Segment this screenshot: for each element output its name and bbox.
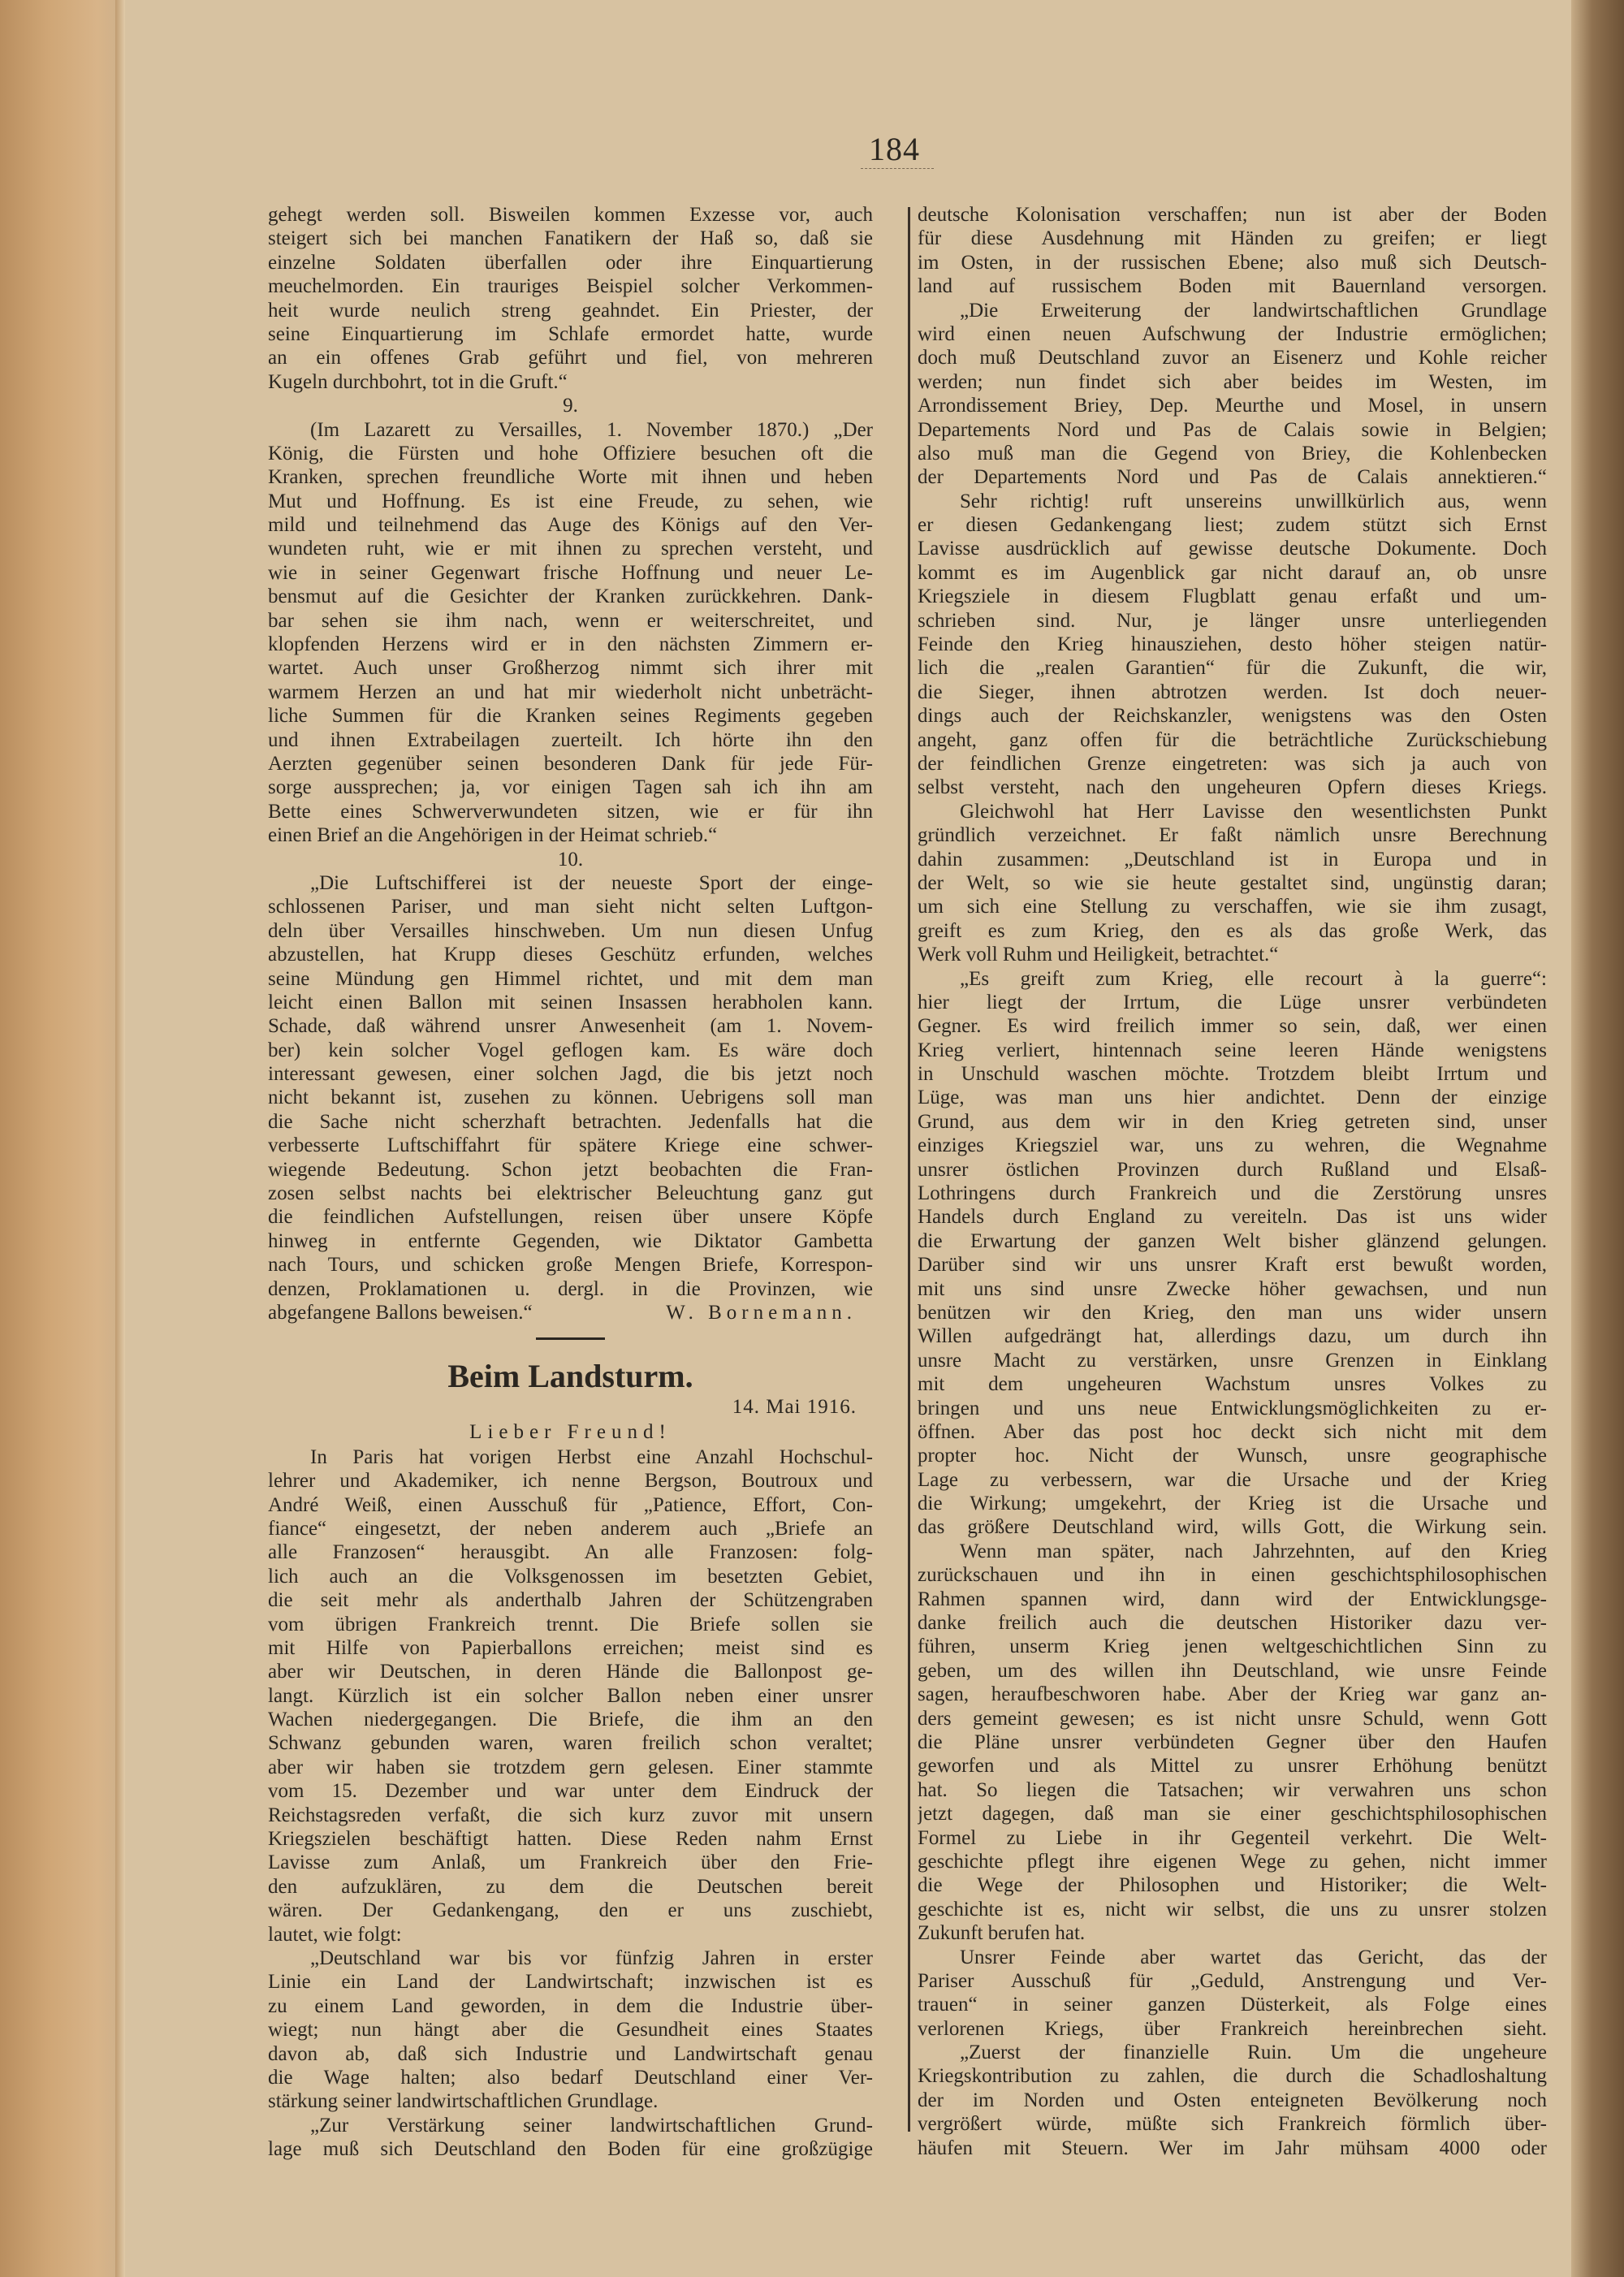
paragraph [268,1445,873,1946]
text-line: „Es greift zum Krieg, elle recourt à la guerre“: [960,967,1547,990]
text-line: hat. So liegen die Tatsachen; wir verwahren uns schon [918,1778,1547,1801]
article-date: 14. Mai 1916. [732,1396,857,1419]
text-line: mit Hilfe von Papierballons erreichen; meist sind es [268,1636,873,1659]
text-line: lage muß sich Deutschland den Boden für eine großzügige [268,2138,873,2161]
text-line: abgefangene Ballons beweisen.“ [268,1302,533,1324]
text-line: der Departements Nord und Pas de Calais annektieren.“ [918,466,1547,489]
text-line: hinweg in entfernte Gegenden, wie Diktator Gambetta [268,1229,873,1252]
text-line: die seit mehr als anderthalb Jahren der Schützengraben [268,1589,873,1612]
right-column [918,203,1547,2160]
text-line: liche Summen für die Kranken seines Regiments gegeben [268,705,873,728]
text-line: Kriegszielen beschäftigt hatten. Diese Reden nahm Ernst [268,1828,873,1851]
text-line: wären. Der Gedankengang, den er uns zuschiebt, [268,1899,873,1922]
text-line: „Deutschland war bis vor fünfzig Jahren in erster [310,1947,873,1969]
text-line: „Zur Verstärkung seiner landwirtschaftlichen Grund- [310,2114,873,2137]
text-line: (Im Lazarett zu Versailles, 1. November 1870.) „Der [310,418,873,441]
text-line: sorge aussprechen; ja, vor einigen Tagen sah ich ihn am [268,776,873,799]
column-divider [908,207,910,2132]
text-line: um sich eine Stellung zu verschaffen, wie sie ihm zusagt, [918,896,1547,918]
text-line: Wenn man später, nach Jahrzehnten, auf den Krieg [960,1540,1547,1562]
left-column [268,203,873,2162]
text-line: Wachen niedergegangen. Die Briefe, die ihm an den [268,1709,873,1731]
text-line: propter hoc. Nicht der Wunsch, unsre geographische [918,1445,1547,1467]
text-line: Departements Nord und Pas de Calais sowie in Belgien; [918,418,1547,441]
text-line: Lüge, was man uns hier andichtet. Denn der einzige [918,1087,1547,1109]
text-line: wie in seiner Gegenwart frische Hoffnung und neuer Le- [268,561,873,584]
text-line: die Wirkung; umgekehrt, der Krieg ist die Ursache und [918,1493,1547,1515]
text-line: Linie ein Land der Landwirtschaft; inzwischen ist es [268,1971,873,1994]
text-line: fiance“ eingesetzt, der neben anderem auch „Briefe an [268,1517,873,1540]
text-line: steigert sich bei manchen Fanatikern der Haß so, daß sie [268,227,873,250]
text-line: Handels durch England zu vereiteln. Das ist uns wider [918,1206,1547,1229]
text-line: bar sehen sie ihm nach, wenn er weiterschreitet, und [268,609,873,632]
text-line: aber wir haben sie trotzdem gern gelesen. Einer stammte [268,1756,873,1778]
text-line: in Unschuld waschen möchte. Trotzdem bleibt Irrtum und [918,1063,1547,1086]
page-edge-shadow [1571,0,1624,2277]
text-line: unsrer östlichen Provinzen durch Rußland und Elsaß- [918,1158,1547,1181]
text-line: lehrer und Akademiker, ich nenne Bergson, Boutroux und [268,1470,873,1493]
text-line: mit uns sind unsre Zwecke höher gewachsen, und nun [918,1277,1547,1300]
text-line: abzustellen, hat Krupp dieses Geschütz erfunden, welches [268,944,873,966]
text-line: Kriegskontribution zu zahlen, die durch die Schadloshaltung [918,2065,1547,2088]
text-line: Formel zu Liebe in ihr Gegenteil verkehrt. Die Welt- [918,1826,1547,1849]
paragraph [918,203,1547,299]
text-line: wiegt; nun hängt aber die Gesundheit eines Staates [268,2019,873,2042]
text-line: Krieg verliert, hintennach seine leeren Hände wenigstens [918,1039,1547,1061]
text-line: nach Tours, und schicken große Mengen Briefe, Korrespon- [268,1254,873,1277]
paragraph [918,1946,1547,2042]
text-line: vergrößert würde, müßte sich Frankreich förmlich über- [918,2113,1547,2136]
text-line: „Die Erweiterung der landwirtschaftlichen Grundlage [960,299,1547,322]
text-line: der feindlichen Grenze eingetreten: was sich ja auch von [918,752,1547,775]
paragraph [918,1540,1547,1946]
text-line: Kriegsziele in diesem Flugblatt genau erfaßt und um- [918,585,1547,608]
text-line: danke freilich auch die deutschen Historiker dazu ver- [918,1612,1547,1635]
text-line: schrieben sind. Nur, je länger unsre unterliegenden [918,609,1547,632]
text-line: die Wege der Philosophen und Historiker; die Welt- [918,1874,1547,1897]
text-line: alle Franzosen“ herausgibt. An alle Franzosen: folg- [268,1541,873,1564]
text-line: Kranken, sprechen freundliche Worte mit ihnen und heben [268,466,873,489]
text-line: Lage zu verbessern, war die Ursache und der Krieg [918,1468,1547,1491]
text-line: die Pläne unsrer verbündeten Gegner über den Haufen [918,1731,1547,1753]
text-line: Lavisse ausdrücklich auf gewisse deutsche Dokumente. Doch [918,538,1547,560]
text-line: stärkung seiner landwirtschaftlichen Grundlage. [268,2090,659,2113]
text-line: Lothringens durch Frankreich und die Zerstörung unsres [918,1182,1547,1205]
text-line: führen, unserm Krieg jenen weltgeschichtlichen Sinn zu [918,1635,1547,1658]
text-line: König, die Fürsten und hohe Offiziere besuchen oft die [268,442,873,464]
text-line: hier liegt der Irrtum, die Lüge unsrer verbündeten [918,991,1547,1013]
paragraph [268,2114,873,2162]
text-line: interessant gewesen, einer solchen Jagd, die bis jetzt noch [268,1063,873,1086]
text-line: In Paris hat vorigen Herbst eine Anzahl Hochschul- [310,1445,873,1468]
text-line: seine Mündung gen Himmel richtet, und mit dem man [268,967,873,990]
section-divider [536,1337,605,1340]
paragraph [268,1946,873,2114]
text-line: André Weiß, einen Ausschuß für „Patience, Effort, Con- [268,1493,873,1516]
text-line: er diesen Gedankengang liest; zudem stützt sich Ernst [918,514,1547,537]
text-line: ber) kein solcher Vogel geflogen kam. Es wäre doch [268,1039,873,1061]
text-line: an ein offenes Grab geführt und fiel, von mehreren [268,347,873,369]
text-line: verbesserte Luftschiffahrt für spätere Kriege eine schwer- [268,1134,873,1157]
text-line: gründlich verzeichnet. Er faßt nämlich unsre Berechnung [918,824,1547,847]
text-line: die Sache nicht scherzhaft betrachten. Jedenfalls hat die [268,1110,873,1133]
paragraph [268,418,873,848]
text-line: Bette eines Schwerverwundeten sitzen, wie er für ihn [268,800,873,823]
text-line: verlorenen Kriegs, über Frankreich hereinbrechen sieht. [918,2017,1547,2040]
text-line: zosen selbst nachts bei elektrischer Beleuchtung ganz gut [268,1182,873,1205]
text-line: geschichte pflegt ihre eigenen Wege zu gehen, nicht immer [918,1850,1547,1873]
text-line: Zukunft berufen hat. [918,1922,1086,1945]
author-signature: W. Bornemann. [666,1302,857,1324]
paragraph [918,800,1547,967]
text-line: leicht einen Ballon mit seinen Insassen herabholen kann. [268,991,873,1013]
text-line: Schwanz gebunden waren, waren freilich schon veraltet; [268,1732,873,1755]
text-line: die Erwartung der ganzen Welt bisher glänzend gelungen. [918,1229,1547,1252]
page-number: 184 [869,131,920,167]
text-line: meuchelmorden. Ein trauriges Beispiel solcher Verkommen- [268,275,873,298]
text-line: die Wage halten; also bedarf Deutschland einer Ver- [268,2066,873,2089]
text-line: wundeten ruht, wie er mit ihnen zu sprechen versteht, und [268,538,873,560]
text-line: einen Brief an die Angehörigen in der Heimat schrieb.“ [268,824,718,847]
text-line: davon ab, daß sich Industrie und Landwirtschaft genau [268,2042,873,2065]
text-line: Kugeln durchbohrt, tot in die Gruft.“ [268,370,568,393]
text-line: Werk voll Ruhm und Heiligkeit, betrachtet.“ [918,944,1279,966]
text-line: Gleichwohl hat Herr Lavisse den wesentlichsten Punkt [960,800,1547,823]
text-line: Darüber sind wir uns unsrer Kraft erst bewußt worden, [918,1254,1547,1277]
paragraph [268,871,873,1301]
text-line: Aerzten gegenüber seinen besonderen Dank für jede Für- [268,753,873,775]
text-line: seine Einquartierung im Schlafe ermordet hatte, wurde [268,322,873,345]
text-line: dahin zusammen: „Deutschland ist in Europa und in [918,848,1547,871]
book-spine-margin [0,0,122,2277]
text-line: benützen wir den Krieg, den man uns wider unsern [918,1301,1547,1324]
text-line: mild und teilnehmend das Auge des Königs auf den Ver- [268,514,873,537]
text-line: Gegner. Es wird freilich immer so sein, daß, wer einen [918,1015,1547,1038]
text-line: mit dem ungeheuren Wachstum unsres Volkes zu [918,1373,1547,1396]
text-line: häufen mit Steuern. Wer im Jahr mühsam 4000 oder [918,2137,1547,2159]
text-line: öffnen. Aber das post hoc deckt sich nicht mit dem [918,1420,1547,1443]
text-line: Sehr richtig! ruft unsereins unwillkürlich aus, wenn [960,490,1547,512]
text-line: zu einem Land geworden, in dem die Industrie über- [268,1994,873,2017]
text-line: also muß man die Gegend von Briey, die Kohlenbecken [918,442,1547,464]
letter-salutation: Lieber Freund! [469,1420,672,1443]
text-line: doch muß Deutschland zuvor an Eisenerz und Kohle reicher [918,347,1547,369]
text-line: selbst versteht, nach den ungeheuren Opfern dieses Kriegs. [918,776,1547,799]
text-line: bringen und uns neue Entwicklungsmöglichkeiten zu er- [918,1397,1547,1419]
text-line: kommt es im Augenblick gar nicht darauf an, ob unsre [918,561,1547,584]
text-line: Unsrer Feinde aber wartet das Gericht, das der [960,1946,1547,1968]
text-line: Reichstagsreden verfaßt, die sich kurz zuvor mit unsern [268,1804,873,1826]
article-heading: Beim Landsturm. [447,1358,693,1395]
text-line: gehegt werden soll. Bisweilen kommen Exzesse vor, auch [268,204,873,226]
text-line: nicht bekannt ist, zusehen zu können. Uebrigens soll man [268,1087,873,1109]
text-line: schlossenen Pariser, und man sieht nicht selten Luftgon- [268,896,873,918]
text-line: Rahmen spannen wird, dann wird der Entwicklungsge- [918,1588,1547,1610]
text-line: das größere Deutschland wird, wills Gott, die Wirkung sein. [918,1516,1547,1539]
section-number: 10. [557,848,584,871]
text-line: deln über Versailles hinschweben. Um nun diesen Unfug [268,919,873,942]
text-line: aber wir Deutschen, in deren Hände die Ballonpost ge- [268,1661,873,1683]
paragraph [918,2041,1547,2160]
text-line: den aufzuklären, zu dem die Deutschen bereit [268,1875,873,1898]
text-line: dings auch der Reichskanzler, wenigstens was den Osten [918,705,1547,728]
text-line: unsre Macht zu verstärken, unsre Grenzen in Einklang [918,1349,1547,1372]
text-line: Pariser Ausschuß für „Geduld, Anstrengung und Ver- [918,1969,1547,1992]
text-line: geworfen und als Mittel zu unsrer Erhöhung benützt [918,1755,1547,1778]
text-line: für diese Ausdehnung mit Händen zu greifen; er liegt [918,227,1547,250]
text-line: „Die Luftschifferei ist der neueste Sport der einge- [310,871,873,894]
text-line: bensmut auf die Gesichter der Kranken zurückkehren. Dank- [268,585,873,608]
text-line: lautet, wie folgt: [268,1923,402,1946]
text-line: geschichte ist es, nicht wir selbst, die uns zu unsrer stolzen [918,1898,1547,1921]
paragraph [918,299,1547,490]
text-line: einziges Kriegsziel war, uns zu wehren, die Wegnahme [918,1134,1547,1157]
paragraph [918,967,1547,1540]
text-line: denzen, Proklamationen u. dergl. in die Provinzen, wie [268,1277,873,1300]
text-line: Mut und Hoffnung. Es ist eine Freude, zu sehen, wie [268,490,873,512]
text-line: werden; nun findet sich aber beides im Westen, im [918,370,1547,393]
text-line: einzelne Soldaten überfallen oder ihre Einquartierung [268,251,873,274]
text-line: land auf russischem Boden mit Bauernland versorgen. [918,275,1547,298]
text-line: vom 15. Dezember und war unter dem Eindruck der [268,1780,873,1803]
text-line: trauen“ in seiner ganzen Düsterkeit, als Folge eines [918,1994,1547,2016]
text-line: geben, um des willen ihn Deutschland, wie unsre Feinde [918,1659,1547,1682]
text-line: ders gemeint gewesen; es ist nicht unsre Schuld, wenn Gott [918,1707,1547,1730]
text-line: die Sieger, ihnen abtrotzen werden. Ist doch neuer- [918,681,1547,703]
page-number-rule [861,168,934,169]
text-line: lich auch an die Volksgenossen im besetzten Gebiet, [268,1565,873,1588]
text-line: vom übrigen Frankreich trennt. Die Briefe sollen sie [268,1613,873,1635]
text-line: Schade, daß während unsrer Anwesenheit (am 1. Novem- [268,1015,873,1038]
text-line: wartet. Auch unser Großherzog nimmt sich ihrer mit [268,657,873,680]
page-gutter [115,0,125,2277]
text-line: jetzt dagegen, daß man sie einer geschichtsphilosophischen [918,1803,1547,1825]
text-line: Lavisse zum Anlaß, um Frankreich über den Frie- [268,1851,873,1874]
text-line: „Zuerst der finanzielle Ruin. Um die ungeheure [960,2042,1547,2064]
text-line: der Welt, so wie sie heute gestaltet sind, ungünstig daran; [918,871,1547,894]
text-line: greift es zum Krieg, den es als das große Werk, das [918,919,1547,942]
text-line: Willen aufgedrängt hat, allerdings dazu, um durch ihn [918,1325,1547,1348]
text-line: im Osten, in der russischen Ebene; also muß sich Deutsch- [918,251,1547,274]
text-line: wird einen neuen Aufschwung der Industrie ermöglichen; [918,322,1547,345]
section-number: 9. [563,395,578,417]
text-line: wiegende Bedeutung. Schon jetzt beobachten die Fran- [268,1158,873,1181]
text-line: heit wurde neulich streng geahndet. Ein Priester, der [268,299,873,322]
text-line: zurückschauen und ihn in einen geschichtsphilosophischen [918,1564,1547,1587]
paragraph [268,203,873,394]
signature-line [268,1301,873,1324]
paragraph [918,490,1547,800]
text-line: langt. Kürzlich ist ein solcher Ballon neben einer unsrer [268,1684,873,1707]
text-line: der im Norden und Osten enteigneten Bevölkerung noch [918,2089,1547,2111]
text-line: Arrondissement Briey, Dep. Meurthe und Mosel, in unsern [918,395,1547,417]
text-line: deutsche Kolonisation verschaffen; nun ist aber der Boden [918,204,1547,226]
text-line: Feinde den Krieg hinausziehen, desto höher steigen natür- [918,633,1547,656]
text-line: und ihnen Extrabeilagen zuerteilt. Ich hörte ihn den [268,728,873,751]
text-line: Grund, aus dem wir in den Krieg getreten sind, unser [918,1110,1547,1133]
text-line: angeht, ganz offen für die beträchtliche Zurückschiebung [918,728,1547,751]
text-line: warmem Herzen an und hat mir wiederholt nicht unbeträcht- [268,681,873,703]
text-line: klopfenden Herzens wird er in den nächsten Zimmern er- [268,633,873,656]
text-line: die feindlichen Aufstellungen, reisen über unsere Köpfe [268,1206,873,1229]
text-line: sagen, heraufbeschworen habe. Aber der Krieg war ganz an- [918,1683,1547,1706]
text-line: lich die „realen Garantien“ für die Zukunft, die wir, [918,657,1547,680]
